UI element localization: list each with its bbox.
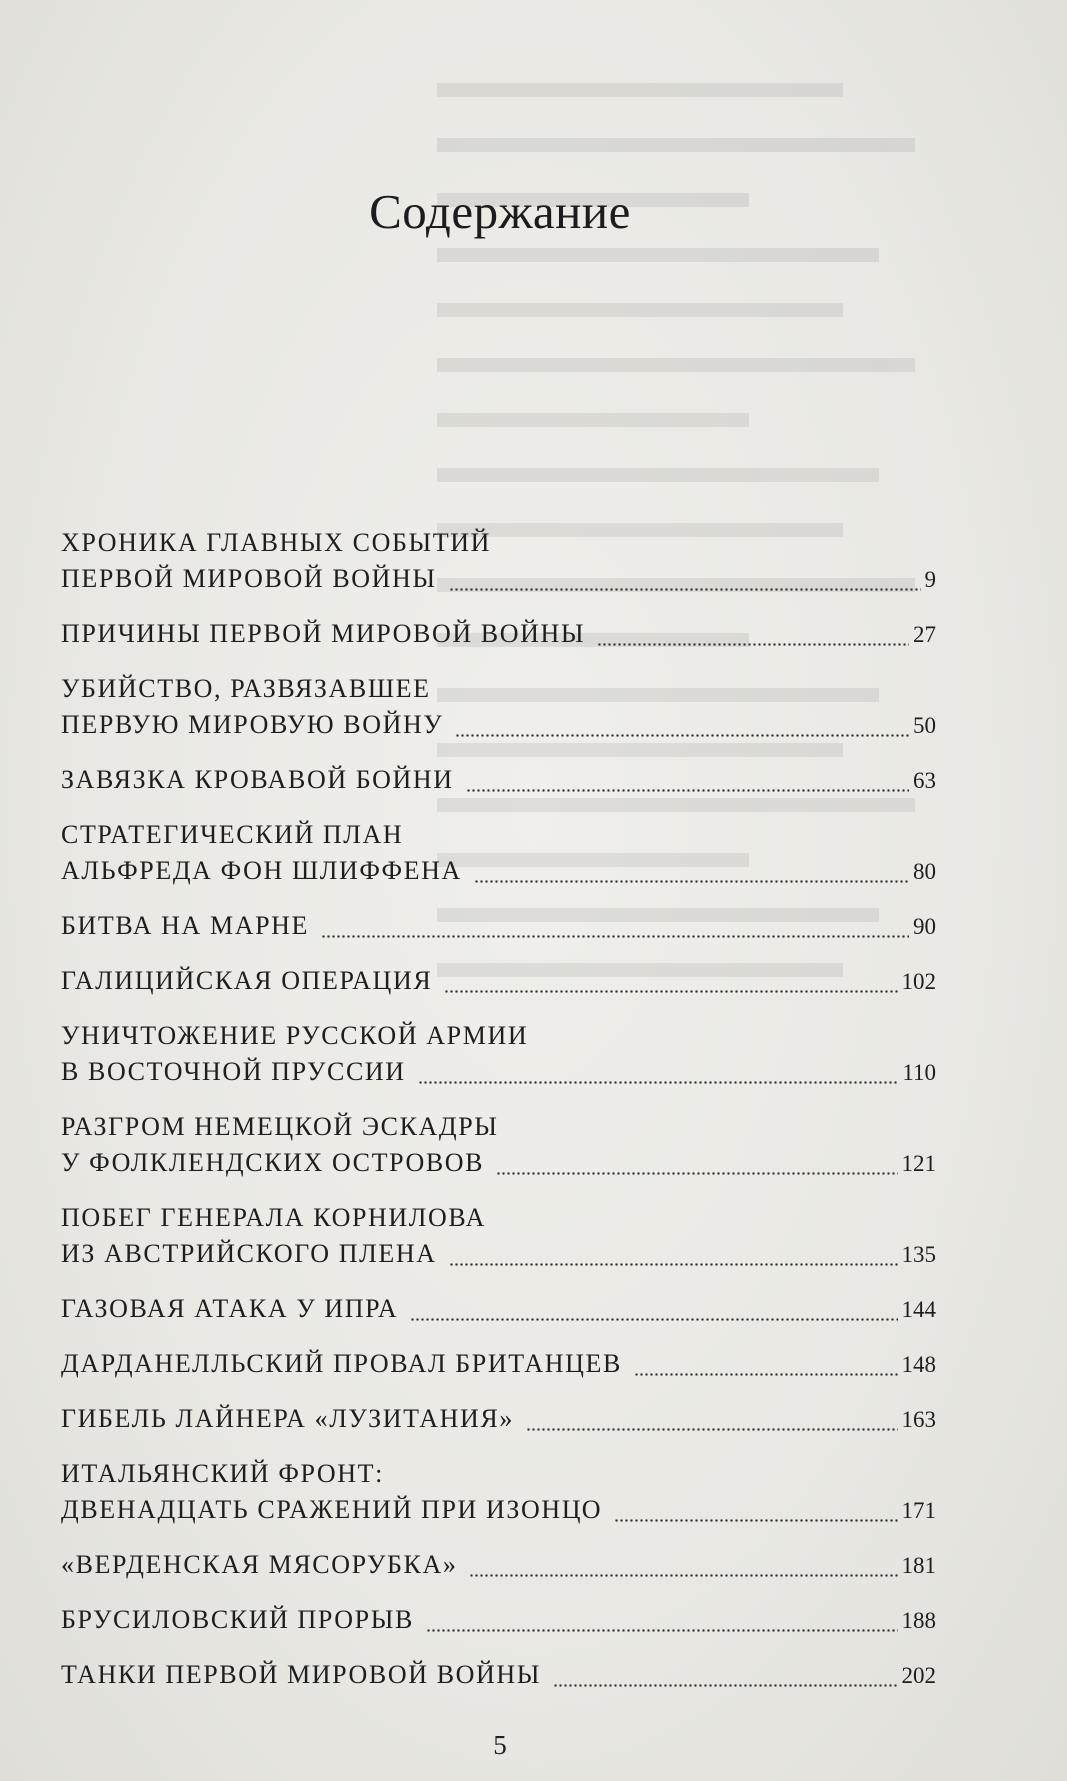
toc-entry[interactable] — [61, 1602, 936, 1639]
toc-entry-title-line: ЗАВЯЗКА КРОВАВОЙ БОЙНИ — [61, 765, 454, 794]
toc-entry[interactable] — [61, 1109, 936, 1182]
page-title: Содержание — [369, 184, 631, 239]
page-number: 5 — [493, 1730, 507, 1760]
toc-page-number: 90 — [913, 914, 936, 939]
toc-entry[interactable] — [61, 1657, 936, 1694]
toc-entry-title-line: В ВОСТОЧНОЙ ПРУССИИ — [61, 1057, 406, 1086]
toc-entry-title-line: ГИБЕЛЬ ЛАЙНЕРА «ЛУЗИТАНИЯ» — [61, 1404, 514, 1433]
toc-entry-last-line — [61, 1145, 936, 1182]
toc-entry[interactable] — [61, 1291, 936, 1328]
toc-entry-title-line: СТРАТЕГИЧЕСКИЙ ПЛАН — [61, 820, 404, 849]
toc-page-number: 144 — [901, 1297, 936, 1322]
toc-entry-title-line: БИТВА НА МАРНЕ — [61, 911, 310, 940]
toc-entry-last-line — [61, 1492, 936, 1529]
dot-leader — [496, 1170, 897, 1176]
toc-entry[interactable] — [61, 1547, 936, 1584]
toc-entry-last-line — [61, 1401, 936, 1438]
toc-page-number: 202 — [901, 1663, 936, 1688]
toc-entry-last-line — [61, 853, 936, 890]
toc-entry-title-line: ИЗ АВСТРИЙСКОГО ПЛЕНА — [61, 1239, 437, 1268]
toc-entry-title-line: ХРОНИКА ГЛАВНЫХ СОБЫТИЙ — [61, 528, 492, 557]
toc-entry-last-line — [61, 707, 936, 744]
toc-page-number: 121 — [901, 1151, 936, 1176]
toc-page-number: 188 — [901, 1608, 936, 1633]
toc-entry-title-line: ГАЛИЦИЙСКАЯ ОПЕРАЦИЯ — [61, 966, 433, 995]
toc-entry-title-line: РАЗГРОМ НЕМЕЦКОЙ ЭСКАДРЫ — [61, 1112, 499, 1141]
toc-entry-title-line: ДВЕНАДЦАТЬ СРАЖЕНИЙ ПРИ ИЗОНЦО — [61, 1495, 603, 1524]
toc-entry-last-line — [61, 1291, 936, 1328]
toc-page-number: 110 — [902, 1060, 936, 1085]
toc-entry[interactable] — [61, 616, 936, 653]
toc-page-number: 9 — [924, 567, 936, 592]
toc-entry-title-line: ИТАЛЬЯНСКИЙ ФРОНТ: — [61, 1459, 384, 1488]
toc-page-number: 181 — [901, 1553, 936, 1578]
dot-leader — [469, 1572, 897, 1578]
toc-entry-title-line: У ФОЛКЛЕНДСКИХ ОСТРОВОВ — [61, 1148, 485, 1177]
toc-entry-title-line: БРУСИЛОВСКИЙ ПРОРЫВ — [61, 1605, 414, 1634]
toc-entry-last-line — [61, 908, 936, 945]
toc-page-number: 148 — [901, 1352, 936, 1377]
toc-entry[interactable] — [61, 908, 936, 945]
toc-entry[interactable] — [61, 671, 936, 744]
toc-page-number: 102 — [901, 969, 936, 994]
toc-page-number: 80 — [913, 859, 936, 884]
dot-leader — [418, 1079, 899, 1085]
toc-page-number: 171 — [901, 1498, 936, 1523]
toc-entry-title-line: УБИЙСТВО, РАЗВЯЗАВШЕЕ — [61, 674, 431, 703]
toc-entry-last-line — [61, 616, 936, 653]
toc-entry-title-line: ПРИЧИНЫ ПЕРВОЙ МИРОВОЙ ВОЙНЫ — [61, 619, 586, 648]
toc-entry-title-line: АЛЬФРЕДА ФОН ШЛИФФЕНА — [61, 856, 462, 885]
toc-entry-last-line — [61, 762, 936, 799]
toc-entry[interactable] — [61, 963, 936, 1000]
toc-entry-last-line — [61, 1236, 936, 1273]
dot-leader — [553, 1682, 897, 1688]
toc-entry[interactable] — [61, 817, 936, 890]
toc-entry[interactable] — [61, 762, 936, 799]
dot-leader — [474, 878, 909, 884]
toc-entry-last-line — [61, 1547, 936, 1584]
dot-leader — [410, 1316, 897, 1322]
toc-entry-title-line: ТАНКИ ПЕРВОЙ МИРОВОЙ ВОЙНЫ — [61, 1660, 542, 1689]
toc-entry-title-line: ПЕРВУЮ МИРОВУЮ ВОЙНУ — [61, 710, 444, 739]
toc-entry[interactable] — [61, 1018, 936, 1091]
dot-leader — [449, 1261, 898, 1267]
dot-leader — [526, 1426, 898, 1432]
toc-page-number: 163 — [901, 1407, 936, 1432]
toc-page-number: 50 — [913, 713, 936, 738]
dot-leader — [614, 1517, 897, 1523]
toc-entry-title-line: ГАЗОВАЯ АТАКА У ИПРА — [61, 1294, 399, 1323]
toc-entry-title-line: УНИЧТОЖЕНИЕ РУССКОЙ АРМИИ — [61, 1021, 529, 1050]
dot-leader — [444, 988, 897, 994]
toc-entry[interactable] — [61, 525, 936, 598]
dot-leader — [426, 1627, 898, 1633]
toc-entry-title-line: ПОБЕГ ГЕНЕРАЛА КОРНИЛОВА — [61, 1203, 487, 1232]
dot-leader — [634, 1371, 898, 1377]
toc-entry[interactable] — [61, 1456, 936, 1529]
toc-entry-last-line — [61, 1657, 936, 1694]
toc-entry-last-line — [61, 1054, 936, 1091]
toc-entry-title-line: ПЕРВОЙ МИРОВОЙ ВОЙНЫ — [61, 564, 437, 593]
toc-entry-title-line: ДАРДАНЕЛЛЬСКИЙ ПРОВАЛ БРИТАНЦЕВ — [61, 1349, 622, 1378]
toc-entry[interactable] — [61, 1200, 936, 1273]
toc-entry-last-line — [61, 1602, 936, 1639]
dot-leader — [466, 787, 909, 793]
table-of-contents — [61, 525, 936, 1712]
toc-entry-last-line — [61, 1346, 936, 1383]
toc-entry-title-line: «ВЕРДЕНСКАЯ МЯСОРУБКА» — [61, 1550, 458, 1579]
toc-page-number: 135 — [901, 1242, 936, 1267]
toc-page-number: 27 — [913, 622, 936, 647]
dot-leader — [449, 586, 921, 592]
dot-leader — [597, 641, 909, 647]
dot-leader — [455, 732, 909, 738]
dot-leader — [321, 933, 909, 939]
toc-entry-last-line — [61, 561, 936, 598]
toc-entry-last-line — [61, 963, 936, 1000]
toc-entry[interactable] — [61, 1346, 936, 1383]
toc-entry[interactable] — [61, 1401, 936, 1438]
toc-page-number: 63 — [913, 768, 936, 793]
